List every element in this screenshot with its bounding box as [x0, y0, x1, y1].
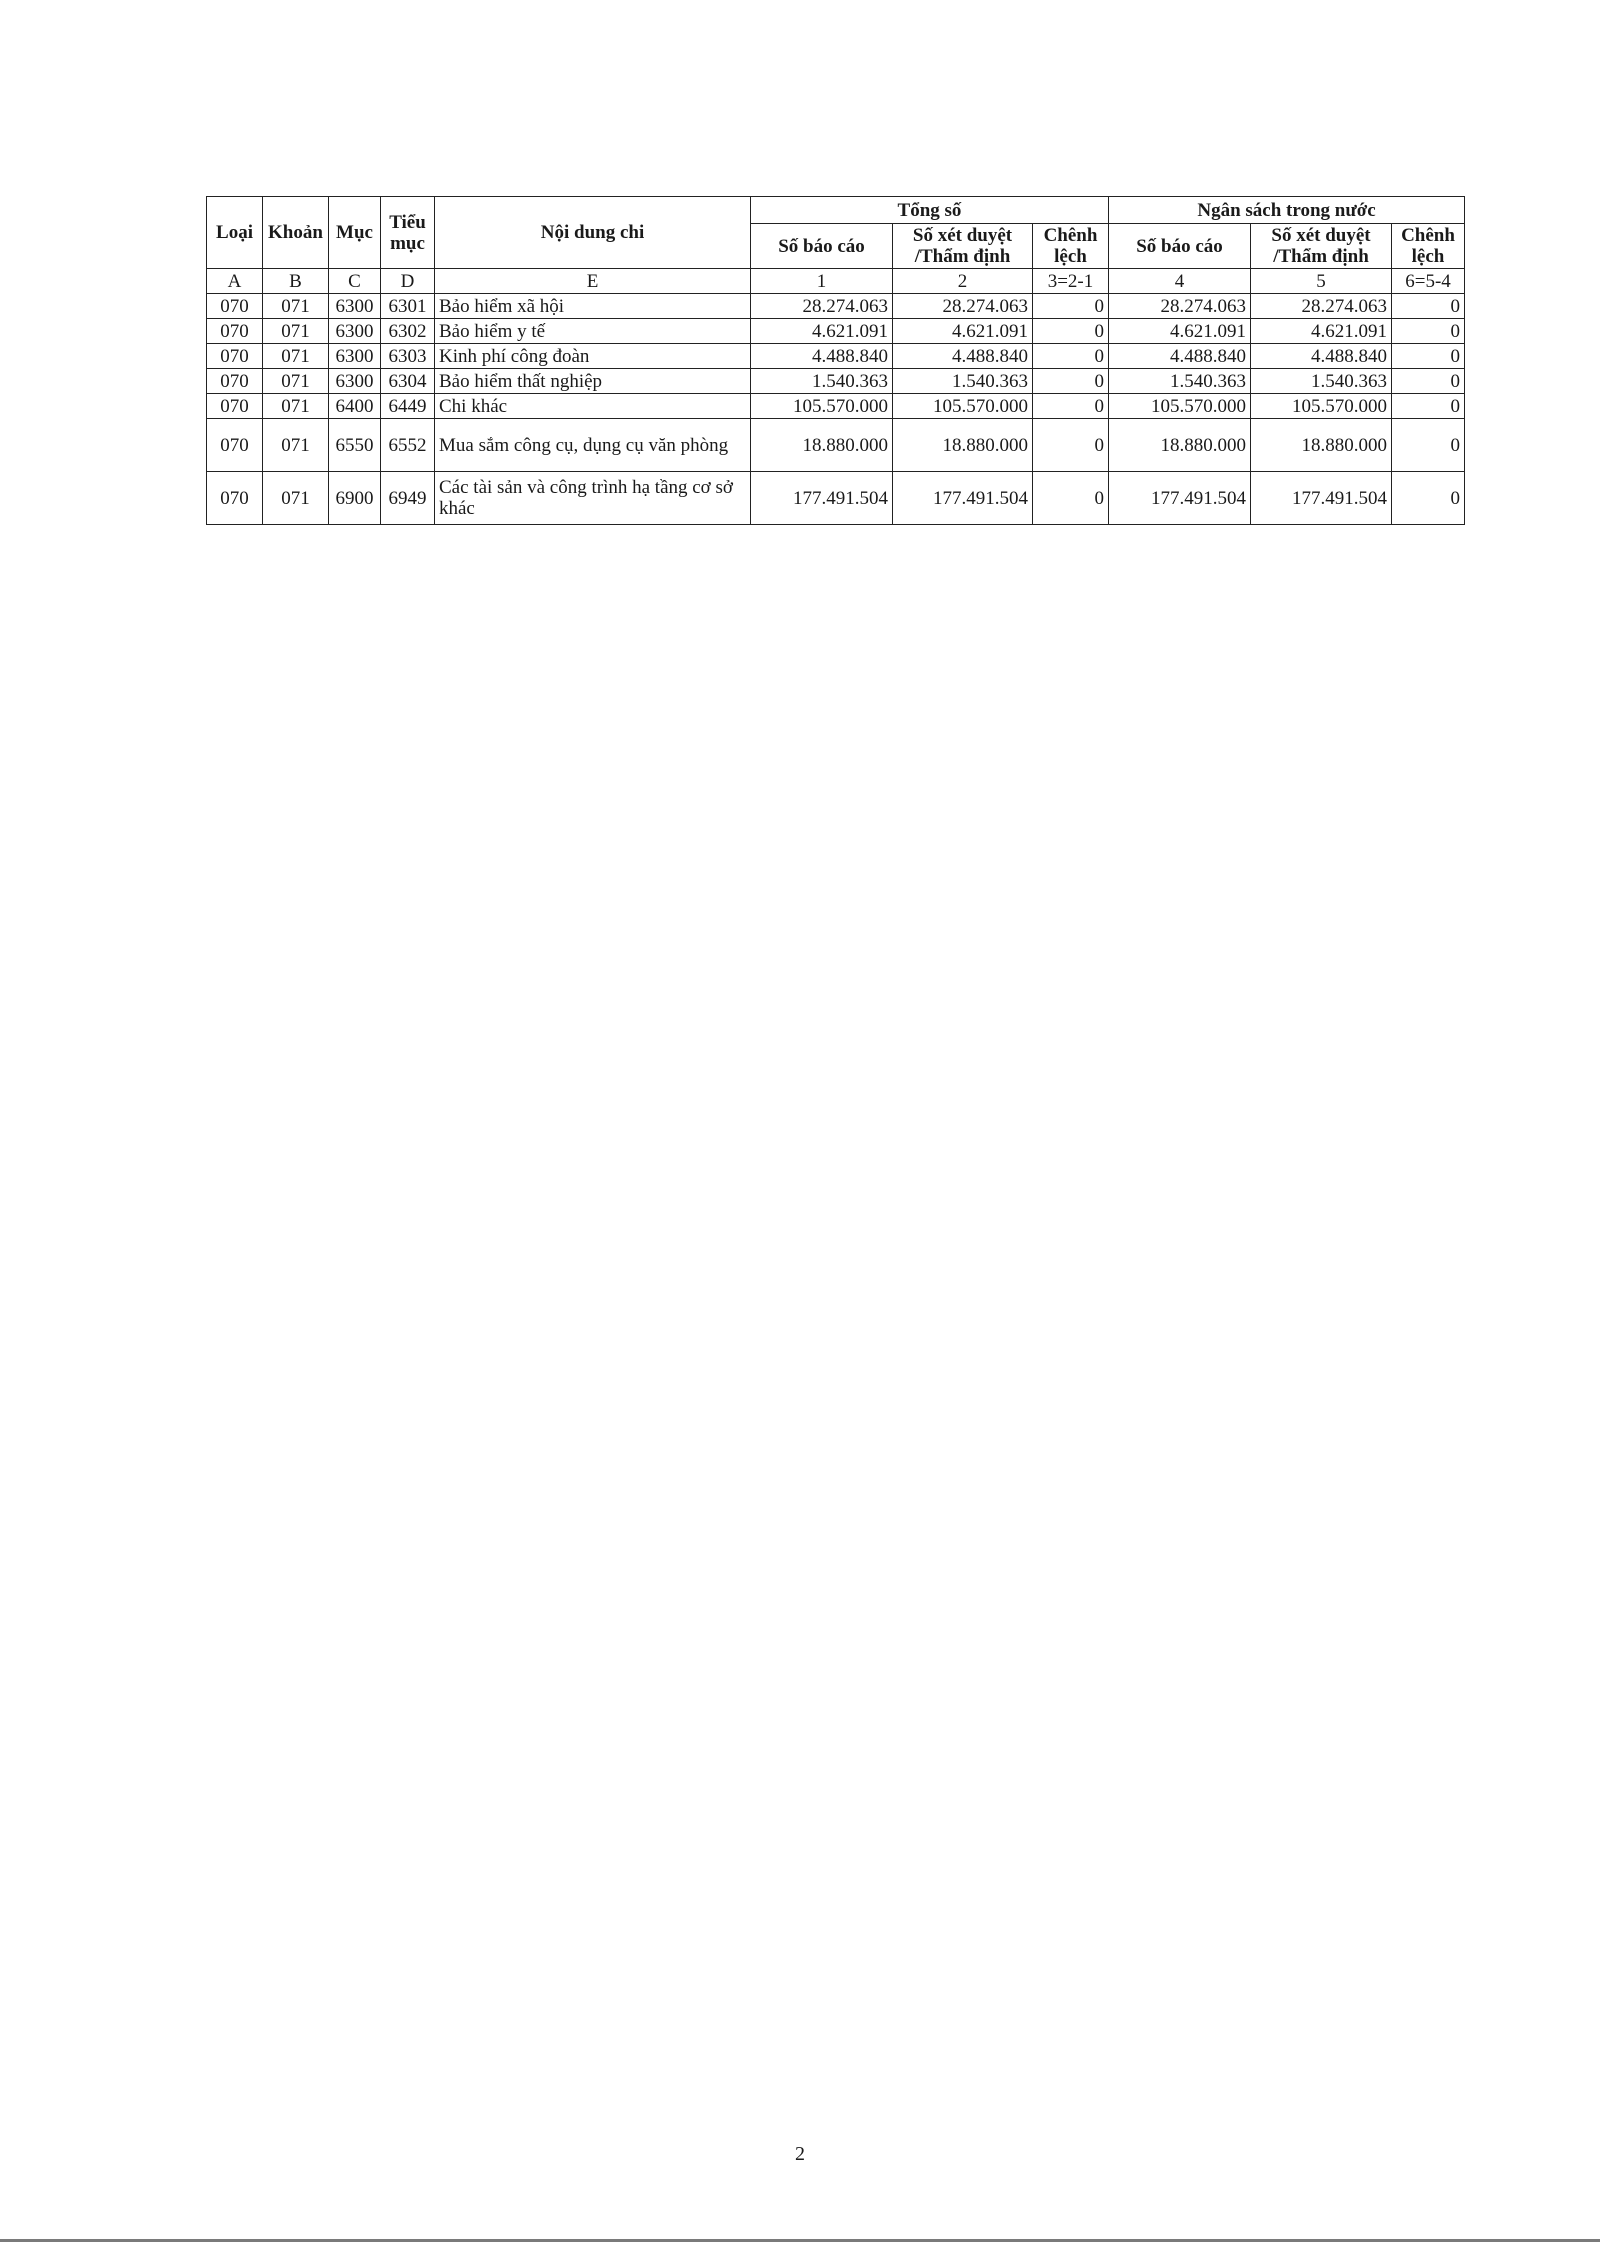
table-row: [207, 369, 1465, 394]
cell-so-bao-cao-ns: 105.570.000: [1109, 394, 1251, 419]
cell-loai: 070: [207, 344, 263, 369]
index-cell: 6=5-4: [1392, 269, 1465, 294]
header-ngan-sach-trong-nuoc: Ngân sách trong nước: [1109, 197, 1465, 224]
cell-so-xet-duyet-ns: 4.621.091: [1251, 319, 1392, 344]
header-khoan: Khoản: [263, 197, 329, 269]
cell-noi-dung: Các tài sản và công trình hạ tầng cơ sở khác: [435, 472, 751, 525]
cell-khoan: 071: [263, 394, 329, 419]
cell-muc: 6550: [329, 419, 381, 472]
cell-khoan: 071: [263, 344, 329, 369]
cell-so-xet-duyet-ns: 18.880.000: [1251, 419, 1392, 472]
cell-loai: 070: [207, 369, 263, 394]
index-cell: 5: [1251, 269, 1392, 294]
cell-khoan: 071: [263, 294, 329, 319]
table-row: [207, 319, 1465, 344]
header-so-bao-cao-ns: Số báo cáo: [1109, 224, 1251, 269]
cell-so-bao-cao: 105.570.000: [751, 394, 893, 419]
cell-noi-dung: Mua sắm công cụ, dụng cụ văn phòng: [435, 419, 751, 472]
cell-loai: 070: [207, 394, 263, 419]
cell-tieu-muc: 6304: [381, 369, 435, 394]
cell-so-bao-cao-ns: 28.274.063: [1109, 294, 1251, 319]
cell-so-bao-cao-ns: 1.540.363: [1109, 369, 1251, 394]
cell-tieu-muc: 6949: [381, 472, 435, 525]
cell-chenh-lech: 0: [1033, 394, 1109, 419]
index-cell: A: [207, 269, 263, 294]
cell-muc: 6300: [329, 369, 381, 394]
cell-loai: 070: [207, 419, 263, 472]
cell-tieu-muc: 6303: [381, 344, 435, 369]
cell-so-xet-duyet: 177.491.504: [893, 472, 1033, 525]
header-tong-so: Tổng số: [751, 197, 1109, 224]
cell-loai: 070: [207, 294, 263, 319]
table-row: [207, 419, 1465, 472]
cell-chenh-lech-ns: 0: [1392, 319, 1465, 344]
cell-so-xet-duyet: 105.570.000: [893, 394, 1033, 419]
cell-chenh-lech-ns: 0: [1392, 419, 1465, 472]
cell-so-xet-duyet: 4.488.840: [893, 344, 1033, 369]
cell-tieu-muc: 6552: [381, 419, 435, 472]
table-row: [207, 394, 1465, 419]
cell-chenh-lech: 0: [1033, 344, 1109, 369]
index-cell: 2: [893, 269, 1033, 294]
cell-chenh-lech: 0: [1033, 419, 1109, 472]
cell-so-bao-cao: 1.540.363: [751, 369, 893, 394]
scan-edge-divider: [0, 2239, 1600, 2242]
page-number: 2: [795, 2143, 805, 2165]
cell-muc: 6300: [329, 294, 381, 319]
cell-noi-dung: Bảo hiểm xã hội: [435, 294, 751, 319]
cell-so-bao-cao: 4.488.840: [751, 344, 893, 369]
header-so-xet-duyet: Số xét duyệt /Thẩm định: [893, 224, 1033, 269]
cell-muc: 6400: [329, 394, 381, 419]
cell-khoan: 071: [263, 319, 329, 344]
cell-chenh-lech-ns: 0: [1392, 394, 1465, 419]
cell-chenh-lech: 0: [1033, 294, 1109, 319]
header-row-1: [207, 197, 1465, 224]
cell-loai: 070: [207, 319, 263, 344]
cell-so-xet-duyet-ns: 4.488.840: [1251, 344, 1392, 369]
cell-muc: 6300: [329, 344, 381, 369]
index-cell: 1: [751, 269, 893, 294]
cell-chenh-lech-ns: 0: [1392, 369, 1465, 394]
cell-so-xet-duyet-ns: 1.540.363: [1251, 369, 1392, 394]
cell-muc: 6900: [329, 472, 381, 525]
header-muc: Mục: [329, 197, 381, 269]
cell-so-xet-duyet-ns: 28.274.063: [1251, 294, 1392, 319]
cell-noi-dung: Kinh phí công đoàn: [435, 344, 751, 369]
cell-noi-dung: Chi khác: [435, 394, 751, 419]
header-loai: Loại: [207, 197, 263, 269]
cell-so-xet-duyet: 1.540.363: [893, 369, 1033, 394]
cell-so-xet-duyet: 18.880.000: [893, 419, 1033, 472]
cell-chenh-lech-ns: 0: [1392, 344, 1465, 369]
table-row: [207, 472, 1465, 525]
cell-chenh-lech-ns: 0: [1392, 472, 1465, 525]
cell-so-xet-duyet: 28.274.063: [893, 294, 1033, 319]
cell-so-bao-cao: 18.880.000: [751, 419, 893, 472]
cell-so-bao-cao: 28.274.063: [751, 294, 893, 319]
index-cell: 4: [1109, 269, 1251, 294]
cell-so-bao-cao-ns: 18.880.000: [1109, 419, 1251, 472]
cell-khoan: 071: [263, 419, 329, 472]
cell-chenh-lech: 0: [1033, 472, 1109, 525]
cell-so-bao-cao: 177.491.504: [751, 472, 893, 525]
cell-so-bao-cao-ns: 4.621.091: [1109, 319, 1251, 344]
cell-tieu-muc: 6301: [381, 294, 435, 319]
cell-so-bao-cao-ns: 177.491.504: [1109, 472, 1251, 525]
cell-noi-dung: Bảo hiểm y tế: [435, 319, 751, 344]
index-cell: B: [263, 269, 329, 294]
index-cell: C: [329, 269, 381, 294]
index-cell: 3=2-1: [1033, 269, 1109, 294]
index-cell: E: [435, 269, 751, 294]
cell-chenh-lech: 0: [1033, 369, 1109, 394]
cell-so-xet-duyet-ns: 105.570.000: [1251, 394, 1392, 419]
cell-khoan: 071: [263, 369, 329, 394]
table-row: [207, 344, 1465, 369]
budget-table: [206, 196, 1465, 525]
header-so-bao-cao: Số báo cáo: [751, 224, 893, 269]
header-tieu-muc: Tiểu mục: [381, 197, 435, 269]
cell-so-bao-cao-ns: 4.488.840: [1109, 344, 1251, 369]
header-noi-dung-chi: Nội dung chi: [435, 197, 751, 269]
cell-so-bao-cao: 4.621.091: [751, 319, 893, 344]
cell-chenh-lech-ns: 0: [1392, 294, 1465, 319]
index-row: [207, 269, 1465, 294]
header-chenh-lech: Chênh lệch: [1033, 224, 1109, 269]
table-row: [207, 294, 1465, 319]
cell-tieu-muc: 6302: [381, 319, 435, 344]
cell-loai: 070: [207, 472, 263, 525]
header-so-xet-duyet-ns: Số xét duyệt /Thẩm định: [1251, 224, 1392, 269]
index-cell: D: [381, 269, 435, 294]
cell-so-xet-duyet: 4.621.091: [893, 319, 1033, 344]
cell-muc: 6300: [329, 319, 381, 344]
cell-noi-dung: Bảo hiểm thất nghiệp: [435, 369, 751, 394]
cell-tieu-muc: 6449: [381, 394, 435, 419]
header-chenh-lech-ns: Chênh lệch: [1392, 224, 1465, 269]
cell-khoan: 071: [263, 472, 329, 525]
cell-so-xet-duyet-ns: 177.491.504: [1251, 472, 1392, 525]
cell-chenh-lech: 0: [1033, 319, 1109, 344]
